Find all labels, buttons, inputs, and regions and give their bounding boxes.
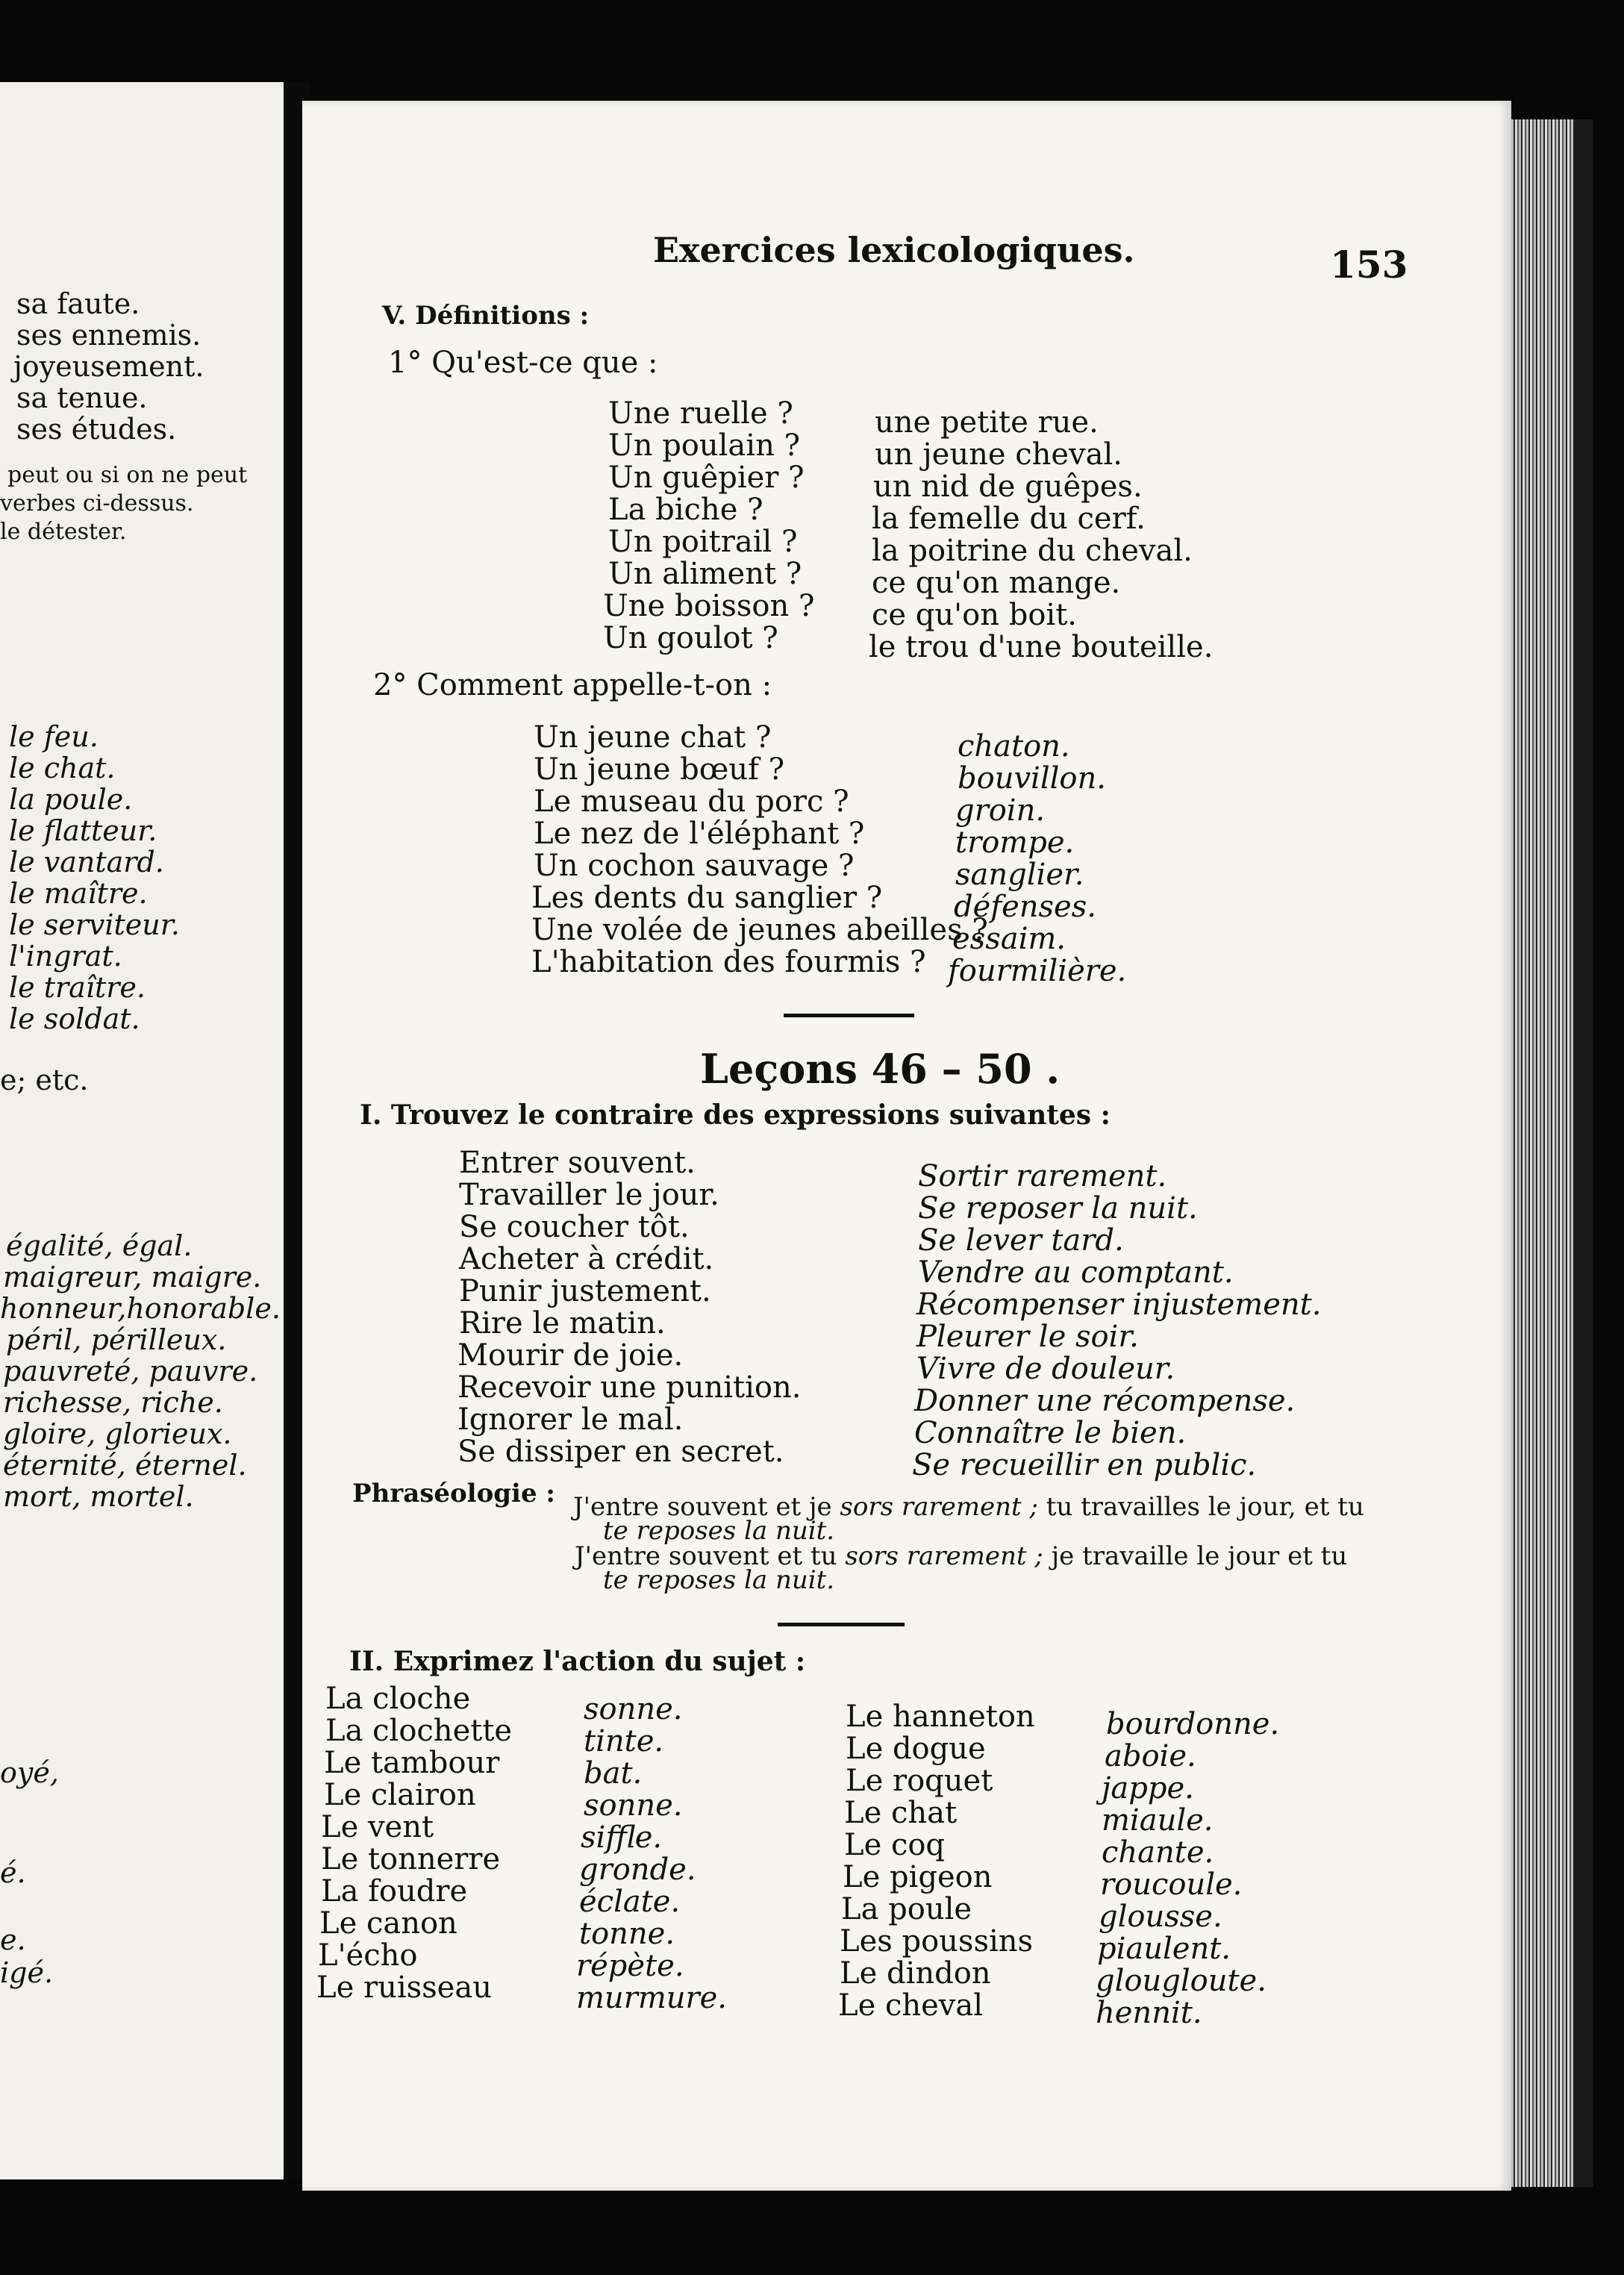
verb-left: siffle. — [581, 1820, 663, 1855]
q1-definition: une petite rue. — [875, 405, 1099, 440]
q1-title: 1° Qu'est-ce que : — [388, 346, 658, 380]
contrary-left: Mourir de joie. — [457, 1338, 684, 1373]
contrary-left: Se dissiper en secret. — [457, 1435, 784, 1469]
verb-left: bat. — [584, 1756, 643, 1791]
q2-question: L'habitation des fourmis ? — [531, 945, 926, 979]
left-line: sa tenue. — [16, 381, 148, 414]
q2-question: Une volée de jeunes abeilles ? — [531, 913, 988, 947]
page-header: Exercices lexicologiques. — [653, 230, 1135, 270]
subject-left: La foudre — [321, 1874, 468, 1909]
verb-right: hennit. — [1096, 1996, 1202, 2030]
contrary-right: Connaître le bien. — [914, 1416, 1187, 1450]
contrary-right: Se lever tard. — [918, 1223, 1124, 1258]
contrary-left: Entrer souvent. — [459, 1146, 696, 1180]
verb-right: jappe. — [1102, 1771, 1194, 1806]
left-line: e. — [0, 1923, 26, 1956]
verb-right: chante. — [1102, 1835, 1214, 1870]
contrary-right: Vendre au comptant. — [918, 1255, 1234, 1290]
subject-right: Le dogue — [846, 1732, 986, 1766]
subject-left: Le ruisseau — [316, 1970, 492, 2005]
verb-right: roucoule. — [1100, 1867, 1243, 1902]
phraseologie-line: te reposes la nuit. — [603, 1565, 835, 1595]
q1-definition: ce qu'on boit. — [872, 598, 1077, 632]
subject-right: La poule — [841, 1892, 972, 1926]
contrary-left: Travailler le jour. — [459, 1178, 719, 1212]
page-number: 153 — [1330, 243, 1408, 287]
contrary-left: Rire le matin. — [459, 1306, 666, 1341]
q2-answer: bouvillon. — [958, 761, 1106, 796]
subject-right: Le hanneton — [846, 1700, 1035, 1734]
q2-title: 2° Comment appelle-t-on : — [373, 668, 772, 702]
q1-term: Un goulot ? — [603, 621, 778, 655]
verb-left: tonne. — [579, 1917, 675, 1951]
contrary-left: Recevoir une punition. — [457, 1370, 802, 1405]
left-line: richesse, riche. — [3, 1386, 223, 1419]
verb-left: éclate. — [579, 1885, 681, 1919]
q1-term: Un poitrail ? — [608, 525, 798, 559]
contrary-left: Punir justement. — [459, 1274, 711, 1308]
section-ii-title: II. Exprimez l'action du sujet : — [349, 1646, 806, 1677]
left-line: égalité, égal. — [6, 1229, 193, 1262]
left-line: é. — [0, 1856, 26, 1889]
page-edge-shadow — [1575, 119, 1593, 2187]
contrary-left: Ignorer le mal. — [457, 1402, 684, 1437]
phraseologie-label: Phraséologie : — [352, 1479, 555, 1508]
subject-left: Le clairon — [324, 1778, 476, 1812]
left-line: l'ingrat. — [9, 940, 122, 973]
q2-answer: chaton. — [958, 729, 1070, 764]
contrary-right: Récompenser injustement. — [916, 1288, 1322, 1322]
left-line: le serviteur. — [9, 908, 180, 941]
contrary-left: Se coucher tôt. — [459, 1210, 690, 1244]
left-line: le chat. — [9, 752, 116, 784]
subject-left: Le tambour — [324, 1746, 500, 1780]
q1-term: Un guêpier ? — [608, 461, 805, 495]
left-line: éternité, éternel. — [3, 1449, 247, 1482]
left-line: le soldat. — [9, 1002, 140, 1035]
subject-right: Le coq — [844, 1828, 946, 1862]
divider — [784, 1014, 914, 1017]
contrary-right: Vivre de douleur. — [916, 1352, 1175, 1386]
verb-right: piaulent. — [1097, 1932, 1231, 1966]
q2-question: Le nez de l'éléphant ? — [534, 817, 865, 851]
phraseologie-line: J'entre souvent et je sors rarement ; tu travailles le jour, et tu — [573, 1492, 1364, 1522]
verb-left: gronde. — [579, 1853, 696, 1887]
subject-left: La cloche — [325, 1682, 471, 1716]
left-line: la poule. — [9, 783, 133, 816]
verb-left: tinte. — [584, 1724, 664, 1758]
q1-definition: la femelle du cerf. — [872, 502, 1146, 536]
subject-right: Le pigeon — [843, 1860, 993, 1894]
section-i-title: I. Trouvez le contraire des expressions suivantes : — [360, 1099, 1111, 1131]
q2-answer: essaim. — [952, 922, 1066, 956]
subject-left: Le canon — [319, 1906, 457, 1941]
q1-definition: ce qu'on mange. — [872, 566, 1121, 600]
left-line: joyeusement. — [13, 350, 204, 383]
subject-left: Le vent — [321, 1810, 434, 1844]
q1-term: La biche ? — [608, 493, 763, 527]
left-line: igé. — [0, 1956, 54, 1989]
q1-term: Une ruelle ? — [608, 396, 793, 431]
left-facing-page — [0, 82, 284, 2179]
subject-left: L'écho — [318, 1938, 418, 1973]
contrary-right: Sortir rarement. — [918, 1159, 1167, 1193]
left-line: honneur,honorable. — [0, 1292, 281, 1325]
verb-right: glousse. — [1099, 1900, 1222, 1934]
left-line: oyé, — [0, 1756, 59, 1789]
left-line: e; etc. — [0, 1064, 89, 1096]
phraseologie-line: J'entre souvent et tu sors rarement ; je travaille le jour et tu — [575, 1541, 1348, 1571]
q2-answer: fourmilière. — [948, 954, 1127, 988]
verb-left: sonne. — [584, 1788, 683, 1823]
verb-left: répète. — [576, 1949, 684, 1983]
q2-question: Un jeune chat ? — [534, 720, 772, 755]
q1-term: Un aliment ? — [608, 557, 802, 591]
q1-definition: la poitrine du cheval. — [872, 534, 1193, 568]
lesson-title: Leçons 46 – 50 . — [700, 1045, 1061, 1093]
q1-term: Une boisson ? — [603, 589, 815, 623]
contrary-left: Acheter à crédit. — [459, 1242, 714, 1276]
left-line: peut ou si on ne peut — [7, 462, 248, 488]
q2-answer: groin. — [955, 793, 1046, 828]
left-line: ses études. — [16, 413, 177, 446]
subject-right: Les poussins — [840, 1924, 1034, 1959]
q2-question: Les dents du sanglier ? — [531, 881, 883, 915]
q2-question: Un jeune bœuf ? — [534, 752, 785, 787]
contrary-right: Pleurer le soir. — [916, 1320, 1139, 1354]
left-line: le flatteur. — [9, 814, 157, 847]
left-line: le maître. — [9, 877, 148, 910]
verb-left: sonne. — [584, 1692, 683, 1726]
subject-left: Le tonnerre — [321, 1842, 501, 1876]
left-line: le vantard. — [9, 846, 164, 879]
section-v-title: V. Définitions : — [382, 301, 590, 331]
subject-right: Le roquet — [846, 1764, 993, 1798]
subject-right: Le chat — [844, 1796, 958, 1830]
q2-answer: défenses. — [954, 890, 1096, 924]
left-line: péril, périlleux. — [6, 1323, 227, 1356]
left-line: mort, mortel. — [3, 1480, 194, 1513]
q1-term: Un poulain ? — [608, 428, 800, 463]
left-line: maigreur, maigre. — [3, 1261, 262, 1293]
contrary-right: Se reposer la nuit. — [918, 1191, 1198, 1226]
left-line: verbes ci-dessus. — [0, 490, 194, 517]
divider — [778, 1623, 905, 1626]
contrary-right: Donner une récompense. — [914, 1384, 1296, 1418]
subject-right: Le dindon — [840, 1956, 991, 1991]
q1-definition: un jeune cheval. — [875, 437, 1123, 472]
page-edges — [1508, 119, 1578, 2187]
verb-right: bourdonne. — [1106, 1707, 1280, 1741]
verb-left: murmure. — [576, 1981, 728, 2015]
verb-right: miaule. — [1102, 1803, 1214, 1838]
left-line: le feu. — [9, 720, 99, 753]
left-line: pauvreté, pauvre. — [3, 1355, 258, 1388]
left-line: ses ennemis. — [16, 319, 202, 352]
q2-answer: trompe. — [955, 826, 1075, 860]
verb-right: glougloute. — [1096, 1964, 1267, 1998]
subject-right: Le cheval — [838, 1988, 984, 2023]
q2-question: Le museau du porc ? — [534, 784, 849, 819]
subject-left: La clochette — [325, 1714, 513, 1748]
phraseologie-line: te reposes la nuit. — [603, 1516, 835, 1546]
verb-right: aboie. — [1105, 1739, 1196, 1773]
q2-question: Un cochon sauvage ? — [534, 849, 855, 883]
left-line: sa faute. — [16, 287, 140, 320]
left-line: le détester. — [0, 519, 127, 545]
q1-definition: un nid de guêpes. — [873, 469, 1143, 504]
left-line: le traître. — [9, 971, 146, 1004]
contrary-right: Se recueillir en public. — [912, 1448, 1257, 1482]
left-line: gloire, glorieux. — [3, 1417, 232, 1450]
q1-definition: le trou d'une bouteille. — [869, 630, 1214, 664]
q2-answer: sanglier. — [955, 858, 1084, 892]
